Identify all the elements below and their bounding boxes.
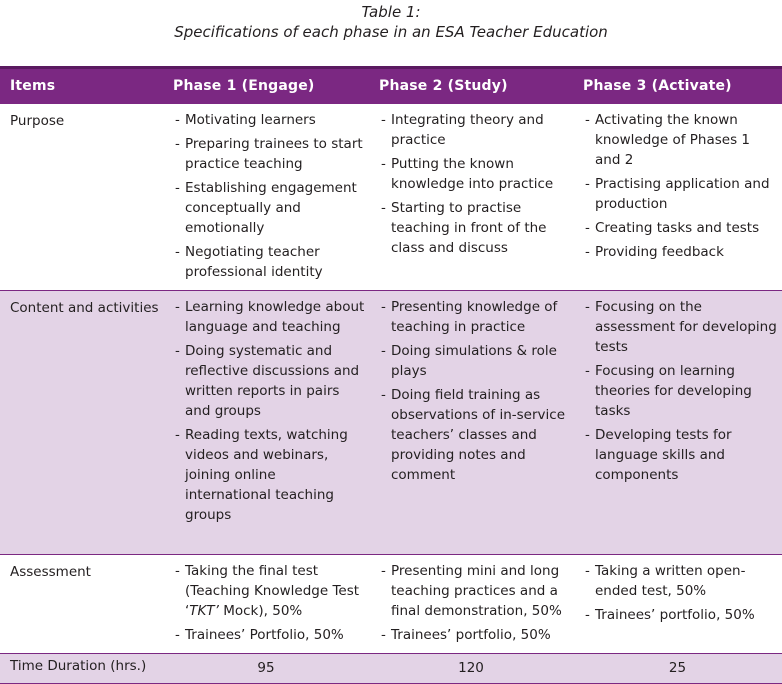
header-phase-2: Phase 2 (Study) (379, 78, 508, 95)
row-purpose (0, 104, 782, 291)
list-item (173, 561, 365, 621)
list-item: - Integrating theory and practice (379, 110, 569, 150)
row-label-time: Time Duration (hrs.) (10, 658, 147, 674)
bullet-list (173, 561, 365, 645)
cell-content-phase-1 (163, 290, 369, 554)
caption-number: Table 1: (361, 3, 421, 21)
list-item: - Practising application and production (583, 174, 778, 214)
list-item: - Doing field training as observations of in-service teachers’ classes and providing notes and comment (379, 385, 569, 485)
row-label-assessment: Assessment (10, 563, 91, 580)
cell-content-phase-3 (573, 290, 782, 554)
bullet-list (173, 110, 365, 282)
table-caption (0, 0, 782, 66)
list-item: - Trainees’ portfolio, 50% (379, 625, 569, 645)
header-phase-1: Phase 1 (Engage) (173, 78, 315, 95)
list-item: - Creating tasks and tests (583, 218, 778, 238)
list-item: - Focusing on learning theories for developing tasks (583, 361, 778, 421)
list-item: - Starting to practise teaching in front of the class and discuss (379, 198, 569, 258)
list-item-text: Taking the final test (Teaching Knowledge Test ‘ (185, 562, 360, 619)
list-item: - Establishing engagement conceptually and emotionally (173, 178, 365, 238)
list-item: - Providing feedback (583, 242, 778, 262)
cell-purpose-phase-1 (163, 104, 369, 291)
list-item: - Preparing trainees to start practice teaching (173, 134, 365, 174)
list-item: - Negotiating teacher professional identity (173, 242, 365, 282)
row-time-duration (0, 653, 782, 683)
esa-specifications-table (0, 66, 782, 684)
cell-purpose-phase-3 (573, 104, 782, 291)
row-label-content: Content and activities (10, 299, 159, 316)
header-row (0, 68, 782, 104)
header-phase-3: Phase 3 (Activate) (583, 78, 732, 95)
list-item: - Developing tests for language skills and components (583, 425, 778, 485)
tkt-abbreviation: TKT’ (189, 602, 219, 619)
list-item: - Presenting mini and long teaching practices and a final demonstration, 50% (379, 561, 569, 621)
cell-content-phase-2 (369, 290, 573, 554)
header-items: Items (10, 78, 56, 95)
list-item: - Focusing on the assessment for developing tests (583, 297, 778, 357)
row-label-purpose: Purpose (10, 112, 65, 129)
cell-assessment-phase-1 (163, 554, 369, 653)
time-phase-1: 95 (257, 660, 275, 676)
list-item: - Trainees’ Portfolio, 50% (173, 625, 365, 645)
cell-assessment-phase-3 (573, 554, 782, 653)
list-item: - Taking a written open-ended test, 50% (583, 561, 778, 601)
cell-purpose-phase-2 (369, 104, 573, 291)
list-item-text: Mock), 50% (218, 602, 303, 619)
row-assessment (0, 554, 782, 653)
list-item: - Trainees’ portfolio, 50% (583, 605, 778, 625)
list-item: - Activating the known knowledge of Phases 1 and 2 (583, 110, 778, 170)
list-item: - Putting the known knowledge into practice (379, 154, 569, 194)
time-phase-2: 120 (458, 660, 484, 676)
bullet-list (583, 297, 778, 485)
list-item: - Reading texts, watching videos and webinars, joining online international teaching groups (173, 425, 365, 525)
row-content-activities (0, 290, 782, 554)
bullet-list (379, 297, 569, 485)
time-phase-3: 25 (668, 660, 687, 676)
bullet-list (173, 297, 365, 525)
list-item: - Doing simulations & role plays (379, 341, 569, 381)
list-item: - Presenting knowledge of teaching in practice (379, 297, 569, 337)
bullet-list (379, 110, 569, 258)
cell-assessment-phase-2 (369, 554, 573, 653)
list-item: - Doing systematic and reflective discussions and written reports in pairs and groups (173, 341, 365, 421)
list-item: - Motivating learners (173, 110, 365, 130)
caption-title: Specifications of each phase in an ESA Teacher Education (174, 23, 608, 41)
list-item: - Learning knowledge about language and teaching (173, 297, 365, 337)
bullet-list (379, 561, 569, 645)
bullet-list (583, 561, 778, 625)
bullet-list (583, 110, 778, 262)
